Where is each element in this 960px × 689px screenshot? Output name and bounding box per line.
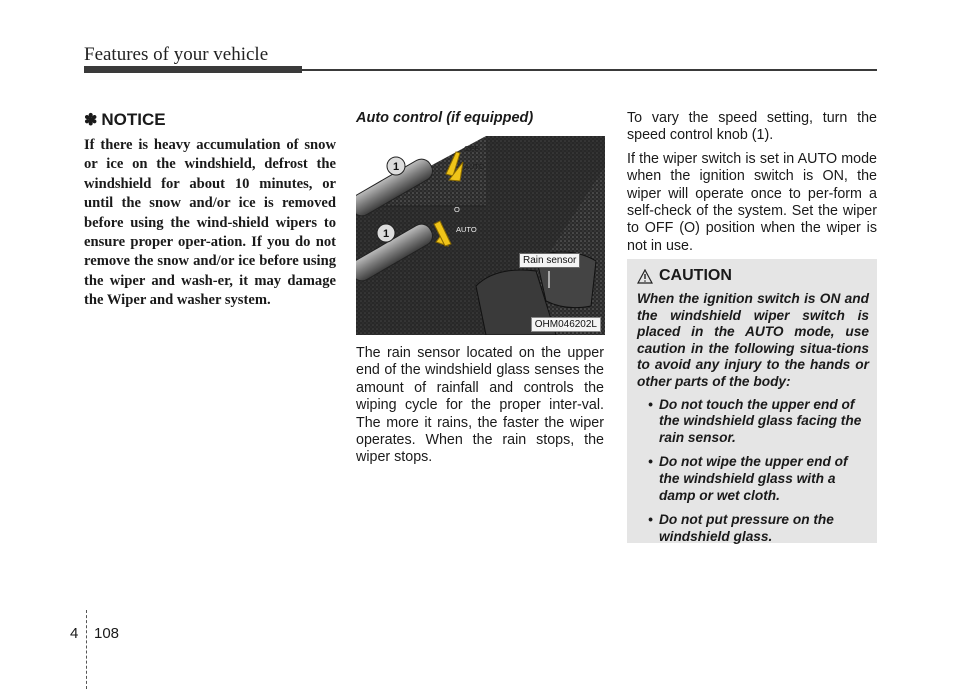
notice-title: NOTICE <box>101 110 166 129</box>
caution-list <box>637 397 869 546</box>
caution-item: • Do not wipe the upper end of the windshield glass with a damp or wet cloth. <box>637 454 869 504</box>
svg-text:OFF: OFF <box>464 144 479 153</box>
header-rule <box>302 69 877 71</box>
wiper-switch-figure <box>356 136 605 335</box>
svg-text:O: O <box>454 205 460 214</box>
svg-text:AUTO: AUTO <box>464 162 485 171</box>
notice-body: If there is heavy accumulation of snow or ice on the windshield, defrost the windshield for about 10 minutes, or until the snow and/or ice is removed before using the wind-shield wipers to ensure proper oper-ation. If you do not remove the snow and/or ice before using the wiper and wash-er, it may damage the Wiper and washer system. <box>84 137 336 309</box>
caution-title: CAUTION <box>659 267 732 284</box>
self-check-paragraph: If the wiper switch is set in AUTO mode when the ignition switch is ON, the wiper will operate once to per-form a self-check of the system. Set the wiper to OFF (O) position when the wiper is not in use. <box>627 150 877 254</box>
footer-divider <box>86 610 87 689</box>
figure-caption: OHM046202L <box>531 317 601 332</box>
auto-control-title: Auto control (if equipped) <box>356 110 534 126</box>
speed-column <box>627 110 877 261</box>
speed-paragraph: To vary the speed setting, turn the speed control knob (1). <box>627 110 877 144</box>
page-header-title: Features of your vehicle <box>84 44 269 65</box>
chapter-number: 4 <box>70 625 79 642</box>
notice-star-icon: ✽ <box>84 112 98 129</box>
svg-text:AUTO: AUTO <box>456 225 477 234</box>
rain-sensor-paragraph: The rain sensor located on the upper end of the windshield glass senses the amount of rainfall and controls the wiping cycle for the proper inter-val. The more it rains, the faster the wiper operates. When the rain stops, the wiper stops. <box>356 345 604 466</box>
caution-item: • Do not touch the upper end of the windshield glass facing the rain sensor. <box>637 397 869 447</box>
notice-heading <box>84 110 336 130</box>
rain-sensor-label: Rain sensor <box>519 253 580 268</box>
caution-body: When the ignition switch is ON and the windshield wiper switch is placed in the AUTO mode, use caution in the following situa-tions to avoid any injury to the hands or other parts of the body: <box>637 291 869 389</box>
warning-triangle-icon <box>637 269 653 284</box>
caution-item: • Do not put pressure on the windshield glass. <box>637 512 869 545</box>
caution-box <box>627 259 877 543</box>
wiper-figure-illustration <box>356 136 605 335</box>
page-number: 108 <box>94 625 120 642</box>
svg-text:1: 1 <box>382 228 390 240</box>
header-bar <box>84 66 302 73</box>
caution-heading <box>637 267 869 285</box>
auto-control-column <box>356 110 604 467</box>
notice-column <box>84 110 336 311</box>
svg-text:1: 1 <box>392 161 400 173</box>
